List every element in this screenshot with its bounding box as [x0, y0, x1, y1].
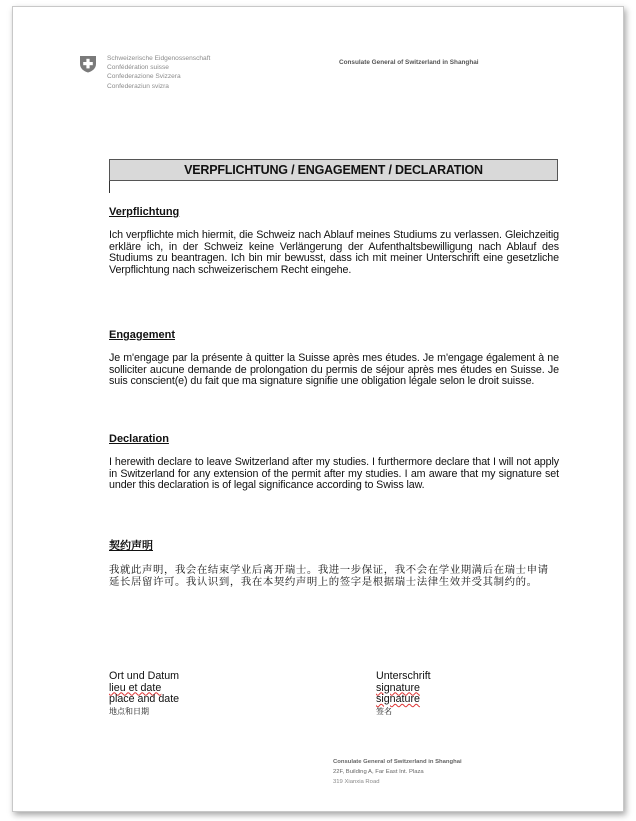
text-cursor — [109, 181, 110, 193]
confederation-line-fr: Confédération suisse — [107, 64, 169, 72]
confederation-line-rm: Confederaziun svizra — [107, 82, 169, 90]
confederation-line-de: Schweizerische Eidgenossenschaft — [107, 55, 211, 62]
section-chinese — [109, 537, 559, 589]
section-english — [109, 433, 559, 492]
section-german — [109, 206, 559, 276]
footer-consulate: Consulate General of Switzerland in Shanghai — [333, 759, 462, 765]
signature-label-fr: signature — [376, 681, 420, 694]
place-date-label-fr: lieu et date — [109, 681, 162, 694]
section-heading-chinese: 契约声明 — [109, 540, 153, 552]
section-body-french: Je m'engage par la présente à quitter la Suisse après mes études. Je m'engage également à ne solliciter aucune demande de prolongation du permis de séjour après mes études en Suisse. Je suis conscient(e) du fait que ma signature signifie une obligation légale selon le droit suisse. — [109, 352, 559, 388]
signature-label-en: signature — [376, 693, 420, 706]
place-date-block — [109, 671, 179, 717]
place-date-label-en: place and date — [109, 693, 180, 706]
place-date-label-de: Ort und Datum — [109, 670, 180, 682]
document-page — [12, 6, 624, 812]
section-heading-english: Declaration — [109, 433, 169, 445]
signature-label-zh: 签名 — [376, 706, 392, 716]
consulate-header: Consulate General of Switzerland in Shanghai — [339, 59, 479, 66]
signature-block — [376, 671, 431, 717]
footer-address — [333, 757, 462, 785]
confederation-line-it: Confederazione Svizzera — [107, 73, 181, 81]
page-title: VERPFLICHTUNG / ENGAGEMENT / DECLARATION — [109, 159, 558, 181]
swiss-cross-shield-icon — [79, 55, 97, 73]
section-body-german: Ich verpflichte mich hiermit, die Schweiz nach Ablauf meines Studiums zu verlassen. Gleichzeitig erkläre ich, in der Schweiz keine Verlängerung der Aufenthaltsbewilligung nach Ablauf des Studiums zu beantragen. Ich bin mir bewusst, dass ich mit meiner Unterschrift eine gesetzliche Verpflichtung nach schweizerischem Recht eingehe. — [109, 229, 559, 276]
footer-address-line: 22F, Building A, Far East Int. Plaza — [333, 769, 424, 775]
footer-address-line-cut: 319 Xianxia Road — [333, 779, 380, 785]
section-heading-french: Engagement — [109, 329, 176, 341]
confederation-names — [107, 54, 210, 91]
section-heading-german: Verpflichtung — [109, 206, 180, 218]
section-body-english: I herewith declare to leave Switzerland after my studies. I furthermore declare that I will not apply in Switzerland for any extension of the permit after my studies. I am aware that my signature set under this declaration is of legal significance according to Swiss law. — [109, 456, 559, 492]
place-date-label-zh: 地点和日期 — [109, 706, 149, 716]
section-french — [109, 329, 559, 388]
signature-label-de: Unterschrift — [376, 670, 431, 682]
section-body-chinese: 我就此声明，我会在结束学业后离开瑞士。我进一步保证，我不会在学业期满后在瑞士申请延长居留许可。我认识到，我在本契约声明上的签字是根据瑞士法律生效并受其制约的。 — [109, 565, 549, 588]
